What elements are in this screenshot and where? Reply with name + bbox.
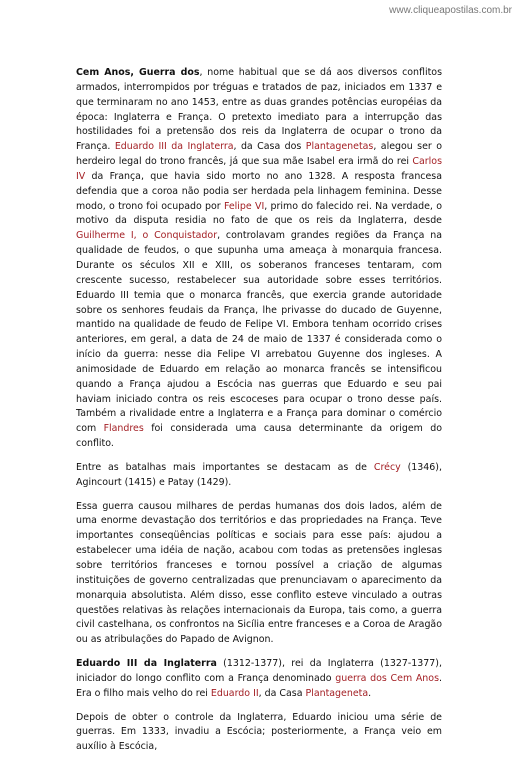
link-guilherme-i[interactable]: Guilherme I, o Conquistador xyxy=(76,230,218,242)
text: da França, que havia sido morto no ano 1328. A resposta francesa defendia que a coroa não podia ser herdada pela linhagem feminina. Desse modo, o trono foi ocupado por xyxy=(76,170,442,212)
term-eduardo-iii: Eduardo III da Inglaterra xyxy=(76,658,217,670)
link-eduardo-iii[interactable]: Eduardo III da Inglaterra xyxy=(114,141,234,153)
paragraph-consequences xyxy=(76,500,442,648)
text: Entre as batalhas mais importantes se destacam as de xyxy=(76,461,374,473)
text: , nome habitual que se dá aos diversos conflitos armados, interrompidos por tréguas e tratados de paz, iniciados em 1337 e que terminaram no ano 1453, entre as duas grandes potências européias da época: Inglaterra e França. O pretexto imediato para a interrupção das hostilidades foi a pretensão dos reis da Inglaterra de ocupar o trono da França. xyxy=(76,67,442,153)
link-eduardo-ii[interactable]: Eduardo II xyxy=(210,687,259,699)
text: . Era o filho mais velho do rei xyxy=(76,672,442,699)
text: Depois de obter o controle da Inglaterra, Eduardo iniciou uma série de guerras. Em 1333, invadiu a Escócia; posteriormente, a França veio em auxílio à Escócia, xyxy=(76,711,442,753)
link-crecy[interactable]: Crécy xyxy=(373,461,401,473)
link-plantageneta[interactable]: Plantageneta xyxy=(305,687,369,699)
paragraph-intro xyxy=(76,66,442,452)
link-guerra-dos-cem-anos[interactable]: guerra dos Cem Anos xyxy=(335,672,439,684)
paragraph-eduardo-iii xyxy=(76,657,442,702)
text: foi considerada uma causa determinante da origem do conflito. xyxy=(76,423,443,450)
text: , controlavam grandes regiões da França na qualidade de feudos, o que supunha uma ameaça à monarquia francesa. Durante os séculos XII e XIII, os soberanos franceses tentaram, com crescente sucesso, restabelecer sua autoridade sobre esses territórios. Eduardo III temia que o monarca francês, que exercia grande autoridade sobre os senhores feudais da França, lhe privasse do ducado de Guyenne, mantido na qualidade de feudo de Felipe VI. Embora tenham ocorrido crises anteriores, em geral, a data de 24 de maio de 1337 é considerada como o início da guerra: nesse dia Felipe VI arrebatou Guyenne dos ingleses. A animosidade de Eduardo em relação ao monarca francês se intensificou quando a França ajudou a Escócia nas guerras que Eduardo e seu pai haviam iniciado contra os reis escoceses para ocupar o trono desse país. Também a rivalidade entre a Inglaterra e a França para dominar o comércio com xyxy=(76,230,442,435)
text: (1346), Agincourt (1415) e Patay (1429). xyxy=(76,461,442,488)
paragraph-battles xyxy=(76,461,442,491)
link-flandres[interactable]: Flandres xyxy=(103,423,144,435)
text: , da Casa xyxy=(258,687,306,699)
text: Essa guerra causou milhares de perdas humanas dos dois lados, além de uma enorme devastação dos territórios e das propriedades na França. Teve importantes conseqüências políticas e sociais para esse país: ajudou a estabelecer uma idéia de nação, acabou com todas as pretensões inglesas sobre territórios franceses e tornou possível a criação de algumas instituições de governo centralizadas que prenunciavam o aparecimento da monarquia absolutista. Além disso, esse conflito esteve vinculado a outras questões relativas às relações internacionais da Europa, tais como, a guerra civil castelhana, os confrontos na Sicília entre franceses e a Coroa de Aragão ou as atribulações do Papado de Avignon. xyxy=(76,500,442,646)
link-carlos-iv[interactable]: Carlos IV xyxy=(76,156,442,182)
text: , alegou ser o herdeiro legal do trono francês, já que sua mãe Isabel era irmã do rei xyxy=(76,141,442,168)
link-felipe-vi[interactable]: Felipe VI xyxy=(223,200,265,212)
text: , primo do falecido rei. Na verdade, o motivo da disputa residia no fato de que os reis da Inglaterra, desde xyxy=(76,200,442,227)
term-cem-anos: Cem Anos, Guerra dos xyxy=(76,67,200,78)
document-body xyxy=(76,66,442,764)
text: , da Casa dos xyxy=(233,141,306,153)
site-url[interactable]: www.cliqueapostilas.com.br xyxy=(389,5,512,16)
paragraph-wars xyxy=(76,711,442,756)
link-plantagenetas[interactable]: Plantagenetas xyxy=(305,141,374,153)
text: (1312-1377), rei da Inglaterra (1327-1377), iniciador do longo conflito com a França denominado xyxy=(76,658,442,684)
text: . xyxy=(368,687,372,699)
